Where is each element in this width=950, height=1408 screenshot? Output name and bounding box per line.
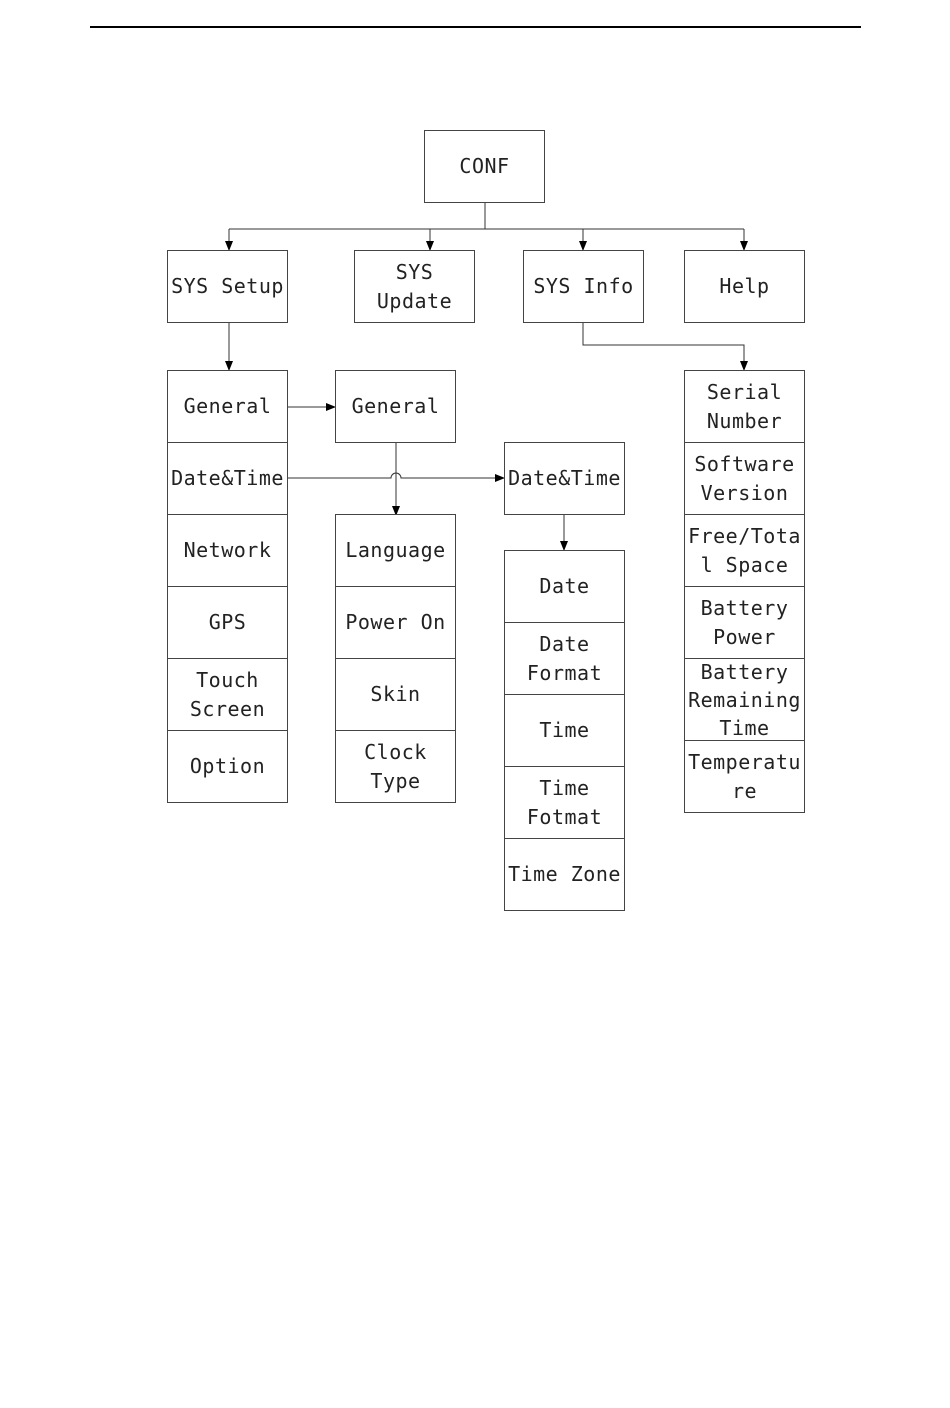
help-box: Help <box>684 250 805 323</box>
datetime-header-box: Date&Time <box>504 442 625 515</box>
general-item-language: Language <box>335 514 456 587</box>
info-item-temperature: Temperatu re <box>684 740 805 813</box>
general-item-clock-type: Clock Type <box>335 730 456 803</box>
info-item-battery-power: Battery Power <box>684 586 805 659</box>
setup-item-touch-screen: Touch Screen <box>167 658 288 731</box>
sys-update-box: SYS Update <box>354 250 475 323</box>
setup-item-datetime: Date&Time <box>167 442 288 515</box>
info-item-software-version: Software Version <box>684 442 805 515</box>
general-item-power-on: Power On <box>335 586 456 659</box>
datetime-item-time-format: Time Fotmat <box>504 766 625 839</box>
general-header-box: General <box>335 370 456 443</box>
conf-box: CONF <box>424 130 545 203</box>
info-item-battery-remaining-time: Battery Remaining Time <box>684 658 805 741</box>
info-item-space: Free/Tota l Space <box>684 514 805 587</box>
datetime-item-date-format: Date Format <box>504 622 625 695</box>
setup-item-option: Option <box>167 730 288 803</box>
sys-setup-box: SYS Setup <box>167 250 288 323</box>
arrow-info-list <box>583 322 744 370</box>
datetime-item-time: Time <box>504 694 625 767</box>
datetime-item-date: Date <box>504 550 625 623</box>
general-item-skin: Skin <box>335 658 456 731</box>
setup-item-general: General <box>167 370 288 443</box>
info-item-serial-number: Serial Number <box>684 370 805 443</box>
datetime-item-time-zone: Time Zone <box>504 838 625 911</box>
setup-item-network: Network <box>167 514 288 587</box>
setup-item-gps: GPS <box>167 586 288 659</box>
sys-info-box: SYS Info <box>523 250 644 323</box>
